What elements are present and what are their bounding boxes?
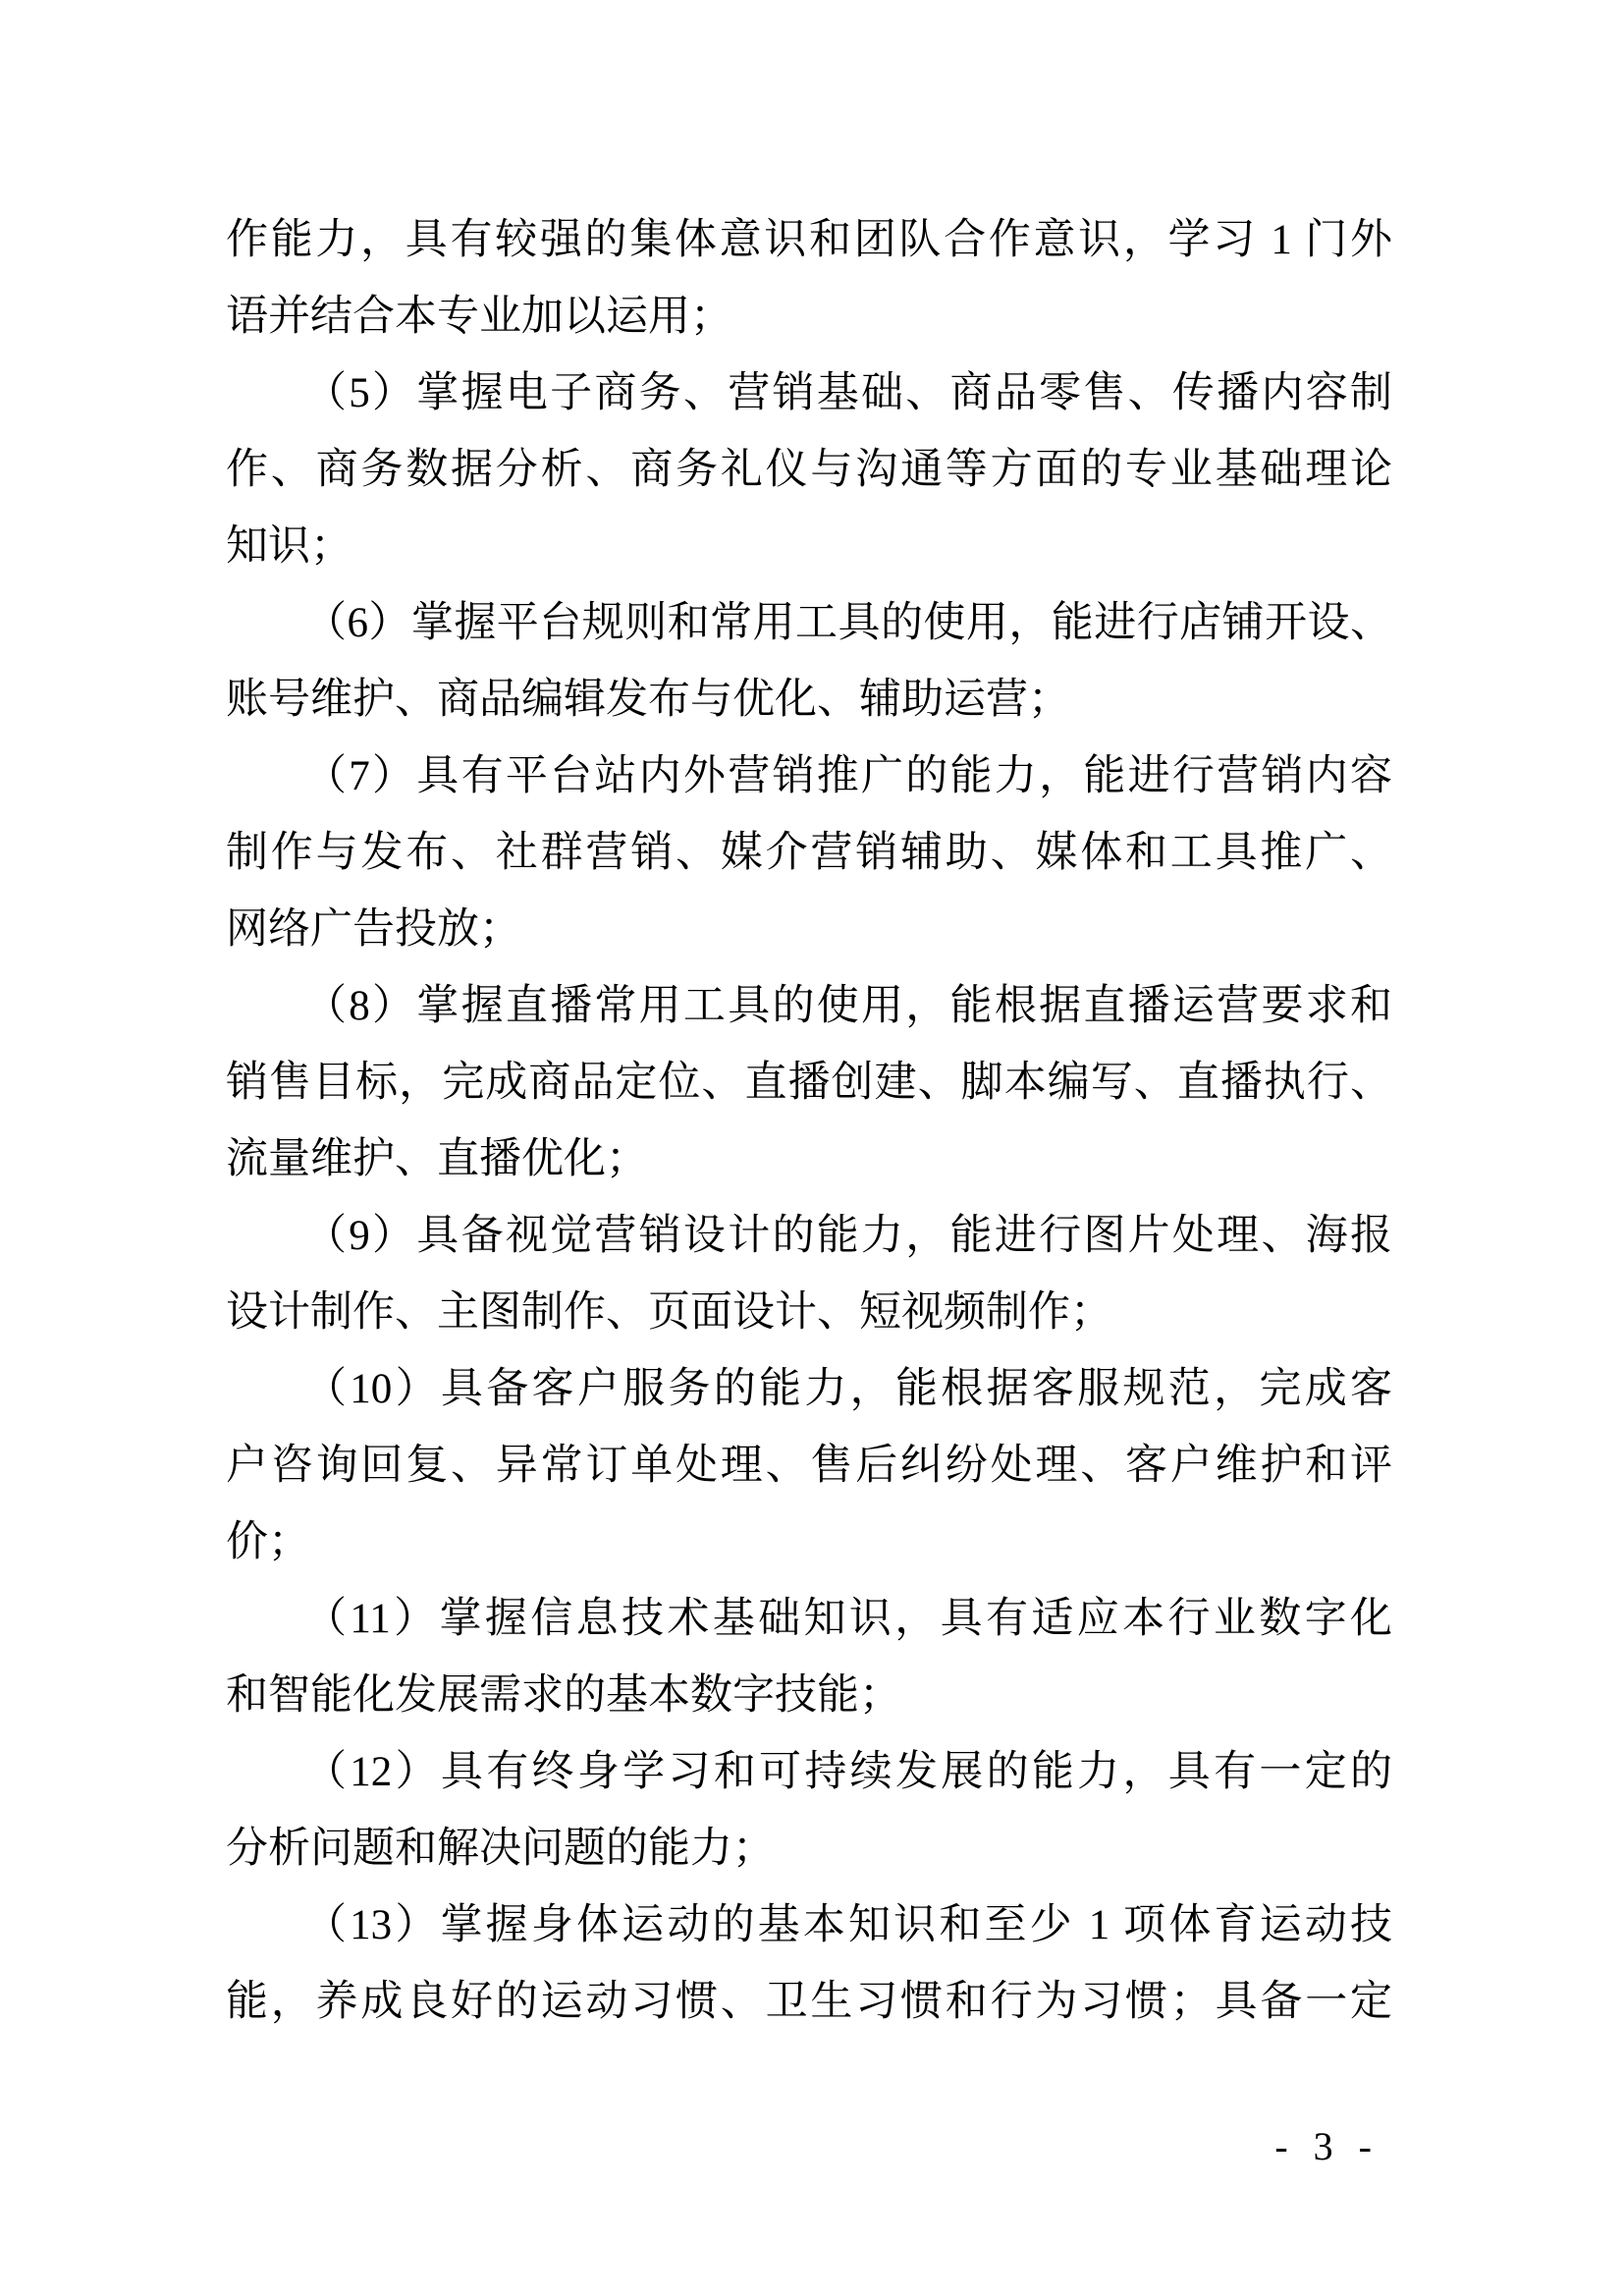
text-line: （6）掌握平台规则和常用工具的使用，能进行店铺开设、 [304, 600, 1392, 646]
text-line: （5）掌握电子商务、营销基础、商品零售、传播内容制 [304, 370, 1392, 416]
text-line: 设计制作、主图制作、页面设计、短视频制作； [226, 1289, 1112, 1336]
text-line: 流量维护、直播优化； [226, 1136, 648, 1182]
paragraph [226, 968, 1392, 1198]
text-line: 作、商务数据分析、商务礼仪与沟通等方面的专业基础理论 [226, 447, 1392, 493]
paragraph [226, 1581, 1392, 1734]
text-line: 制作与发布、社群营销、媒介营销辅助、媒体和工具推广、 [226, 830, 1392, 876]
text-line: 户咨询回复、异常订单处理、售后纠纷处理、客户维护和评 [226, 1443, 1392, 1489]
paragraph [226, 1351, 1392, 1581]
text-line: 能，养成良好的运动习惯、卫生习惯和行为习惯；具备一定 [226, 1979, 1392, 2025]
text-line: （9）具备视觉营销设计的能力，能进行图片处理、海报 [304, 1213, 1392, 1259]
paragraph [226, 1887, 1392, 2041]
text-line: 知识； [226, 523, 352, 570]
text-line: 账号维护、商品编辑发布与优化、辅助运营； [226, 677, 1070, 723]
text-line: 销售目标，完成商品定位、直播创建、脚本编写、直播执行、 [226, 1060, 1392, 1106]
paragraph [226, 202, 1392, 355]
paragraph [226, 1734, 1392, 1887]
text-line: 作能力，具有较强的集体意识和团队合作意识，学习 1 门外 [226, 217, 1392, 263]
text-line: （13）掌握身体运动的基本知识和至少 1 项体育运动技 [304, 1902, 1392, 1948]
paragraph [226, 1198, 1392, 1351]
text-line: （8）掌握直播常用工具的使用，能根据直播运营要求和 [304, 983, 1392, 1029]
paragraph [226, 355, 1392, 585]
text-line: 分析问题和解决问题的能力； [226, 1826, 775, 1872]
paragraph [226, 585, 1392, 738]
page-number: - 3 - [1274, 2124, 1380, 2168]
text-line: （10）具备客户服务的能力，能根据客服规范，完成客 [304, 1366, 1392, 1412]
document-body [226, 202, 1392, 2041]
paragraph [226, 738, 1392, 968]
text-line: 网络广告投放； [226, 906, 521, 953]
text-line: 和智能化发展需求的基本数字技能； [226, 1672, 901, 1719]
text-line: （12）具有终身学习和可持续发展的能力，具有一定的 [304, 1749, 1392, 1795]
text-line: 语并结合本专业加以运用； [226, 294, 732, 340]
text-line: （7）具有平台站内外营销推广的能力，能进行营销内容 [304, 753, 1392, 799]
text-line: （11）掌握信息技术基础知识，具有适应本行业数字化 [304, 1596, 1392, 1642]
text-line: 价； [226, 1519, 310, 1565]
